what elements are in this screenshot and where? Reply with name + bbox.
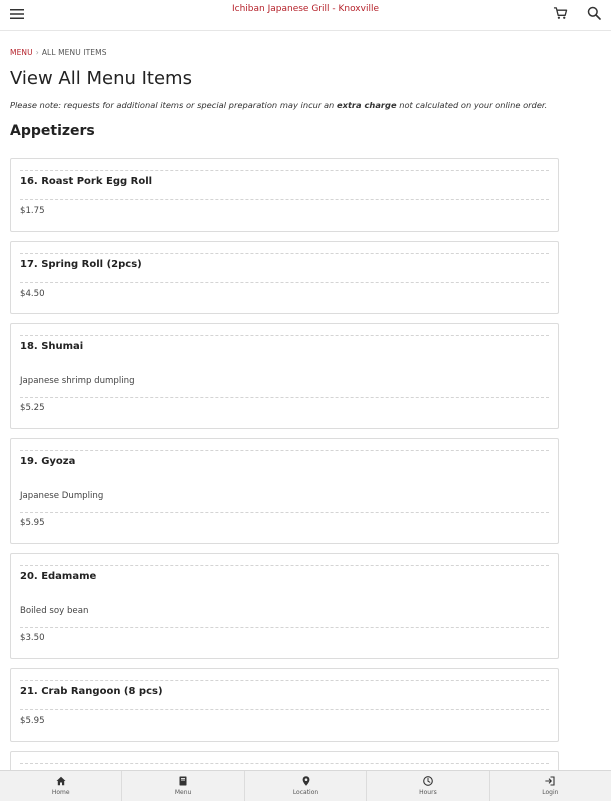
- card-divider: [20, 450, 549, 451]
- clock-icon: [423, 776, 433, 786]
- breadcrumb-separator: ›: [35, 48, 39, 57]
- note-emphasis: extra charge: [336, 100, 397, 110]
- item-price: $3.50: [20, 633, 45, 643]
- card-divider: [20, 397, 549, 398]
- item-description: Boiled soy bean: [20, 606, 89, 616]
- card-divider: [20, 709, 549, 710]
- card-divider: [20, 763, 549, 764]
- card-divider: [20, 253, 549, 254]
- item-description: Japanese Dumpling: [20, 491, 104, 501]
- section-title-appetizers: Appetizers: [10, 123, 95, 139]
- menu-item-card[interactable]: [10, 553, 559, 659]
- nav-tab-login[interactable]: [490, 771, 611, 801]
- item-name: 17. Spring Roll (2pcs): [20, 259, 142, 270]
- card-divider: [20, 680, 549, 681]
- nav-label: Menu: [174, 789, 192, 796]
- card-divider: [20, 199, 549, 200]
- item-name: 18. Shumai: [20, 341, 84, 352]
- item-price: $1.75: [20, 206, 45, 216]
- map-pin-icon: [301, 776, 311, 786]
- card-divider: [20, 627, 549, 628]
- item-description: Japanese shrimp dumpling: [20, 376, 135, 386]
- card-divider: [20, 512, 549, 513]
- restaurant-title[interactable]: Ichiban Japanese Grill - Knoxville: [232, 4, 379, 14]
- item-price: $5.25: [20, 403, 45, 413]
- nav-tab-home[interactable]: [0, 771, 122, 801]
- nav-label: Hours: [419, 789, 437, 796]
- page-title: View All Menu Items: [10, 68, 192, 89]
- nav-label: Login: [542, 789, 559, 796]
- bottom-nav: [0, 770, 611, 801]
- item-name: 16. Roast Pork Egg Roll: [20, 176, 153, 187]
- card-divider: [20, 282, 549, 283]
- note-text-start: Please note: requests for additional items or special preparation may incur an: [10, 100, 337, 110]
- menu-item-card[interactable]: [10, 158, 559, 232]
- login-icon: [545, 776, 555, 786]
- nav-tab-menu[interactable]: [122, 771, 244, 801]
- item-name: 19. Gyoza: [20, 456, 76, 467]
- note-text-end: not calculated on your online order.: [396, 100, 548, 110]
- menu-item-card[interactable]: [10, 323, 559, 429]
- breadcrumb: [10, 48, 107, 57]
- item-name: 20. Edamame: [20, 571, 97, 582]
- order-note: [10, 100, 547, 110]
- item-price: $4.50: [20, 289, 45, 299]
- nav-tab-location[interactable]: [245, 771, 367, 801]
- menu-item-card[interactable]: [10, 241, 559, 314]
- nav-tab-hours[interactable]: [367, 771, 489, 801]
- item-price: $5.95: [20, 716, 45, 726]
- card-divider: [20, 170, 549, 171]
- card-divider: [20, 335, 549, 336]
- cart-icon[interactable]: [553, 6, 568, 20]
- home-icon: [56, 776, 66, 786]
- book-icon: [178, 776, 188, 786]
- card-divider: [20, 565, 549, 566]
- item-price: $5.95: [20, 518, 45, 528]
- breadcrumb-menu-link[interactable]: MENU: [10, 48, 33, 57]
- top-bar: [0, 0, 611, 31]
- breadcrumb-current: ALL MENU ITEMS: [41, 48, 107, 57]
- nav-label: Location: [292, 789, 319, 796]
- nav-label: Home: [51, 789, 70, 796]
- item-name: 21. Crab Rangoon (8 pcs): [20, 686, 163, 697]
- menu-item-card[interactable]: [10, 668, 559, 742]
- search-icon[interactable]: [587, 6, 601, 20]
- menu-item-card[interactable]: [10, 438, 559, 544]
